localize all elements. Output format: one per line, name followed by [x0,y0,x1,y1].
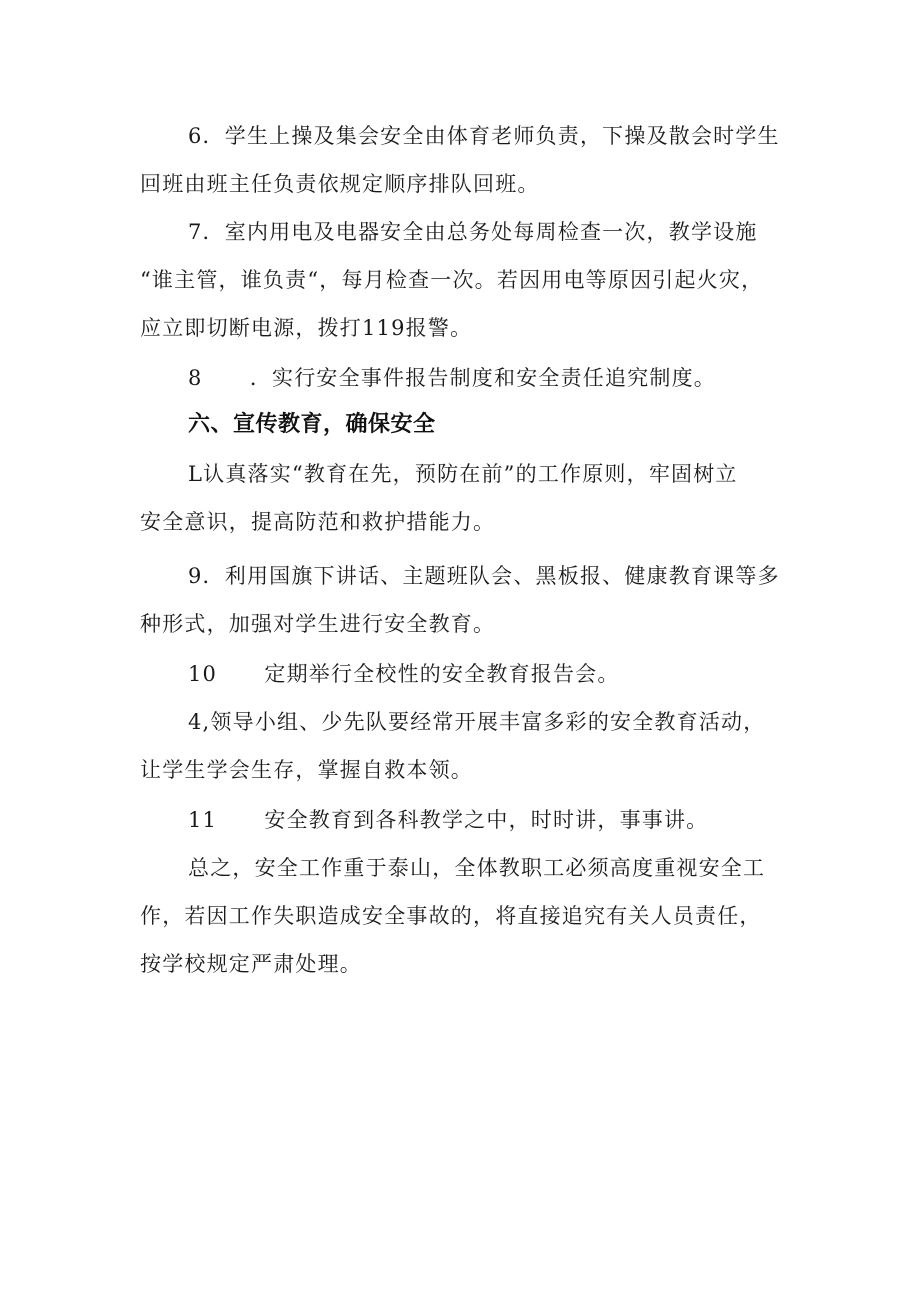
paragraph-l-line-2: 安全意识，提高防范和救护措能力。 [140,510,496,534]
paragraph-l-line-1: L认真落实“教育在先，预防在前”的工作原则，牢固树立 [188,462,738,486]
paragraph-11-line-1: 11 安全教育到各科教学之中，时时讲，事事讲。 [188,808,709,832]
paragraph-4-line-2: 让学生学会生存，掌握自救本领。 [140,758,473,782]
paragraph-4-line-1: 4,领导小组、少先队要经常开展丰富多彩的安全教育活动， [188,710,766,734]
conclusion-line-2: 作，若因工作失职造成安全事故的，将直接追究有关人员责任， [140,904,762,928]
paragraph-7-line-3: 应立即切断电源，拨打119报警。 [140,316,473,340]
paragraph-8-line-1: 8 ．实行安全事件报告制度和安全责任追究制度。 [188,366,717,390]
paragraph-10-line-1: 10 定期举行全校性的安全教育报告会。 [188,662,620,686]
paragraph-7-line-2: “谁主管，谁负责“，每月检查一次。若因用电等原因引起火灾， [140,268,764,292]
conclusion-line-1: 总之，安全工作重于泰山，全体教职工必须高度重视安全工 [188,856,766,880]
paragraph-6-line-2: 回班由班主任负责依规定顺序排队回班。 [140,172,540,196]
paragraph-6-line-1: 6．学生上操及集会安全由体育老师负责，下操及散会时学生 [188,124,780,148]
conclusion-line-3: 按学校规定严肃处理。 [140,952,362,976]
section-heading: 六、宣传教育，确保安全 [188,412,436,437]
paragraph-7-line-1: 7．室内用电及电器安全由总务处每周检查一次，教学设施 [188,220,758,244]
paragraph-9-line-2: 种形式，加强对学生进行安全教育。 [140,612,496,636]
paragraph-9-line-1: 9．利用国旗下讲话、主题班队会、黑板报、健康教育课等多 [188,564,780,588]
